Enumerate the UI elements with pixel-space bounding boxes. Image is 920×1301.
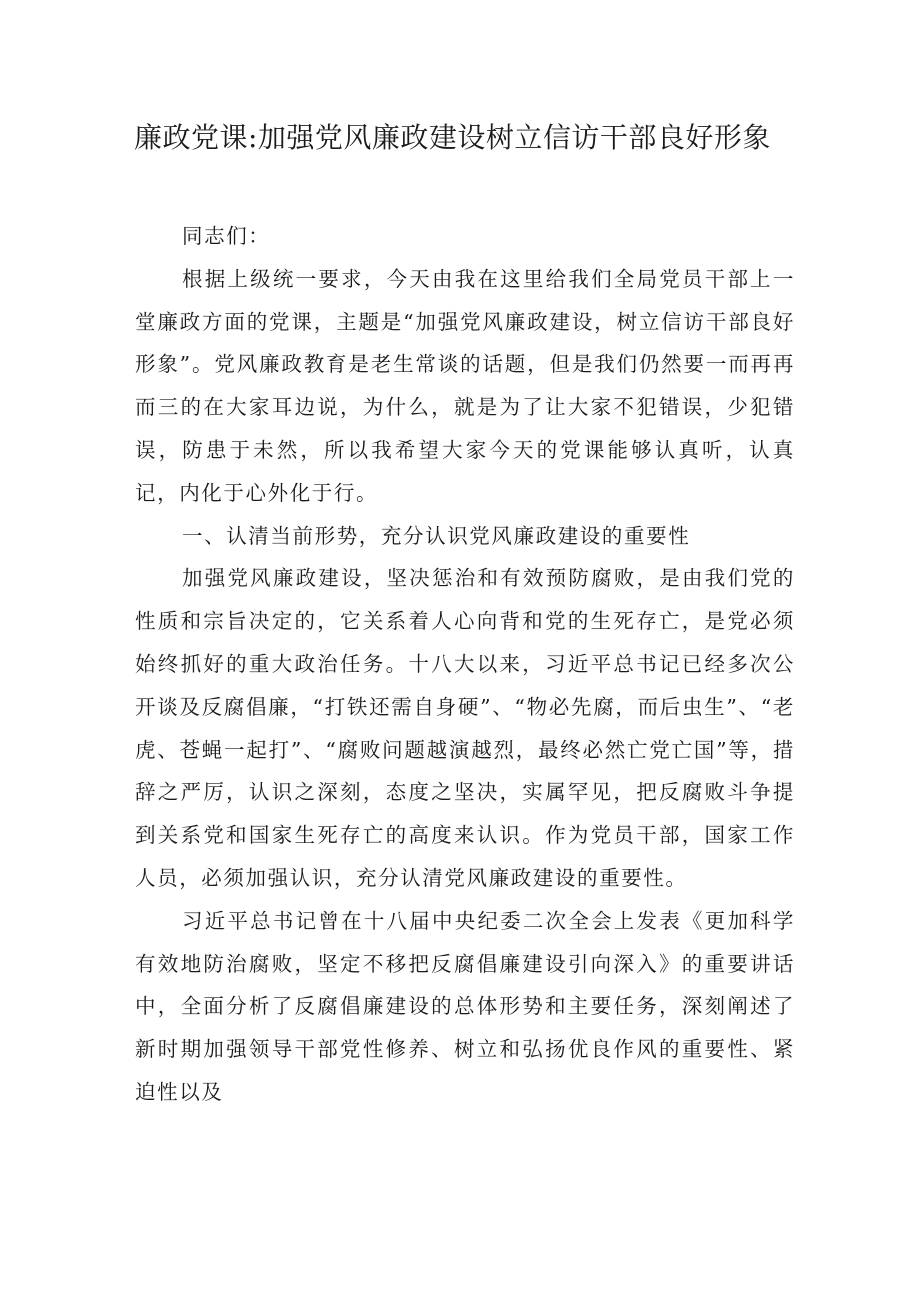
section-heading: 一、认清当前形势，充分认识党风廉政建设的重要性 xyxy=(182,523,691,548)
paragraph-section-1: 加强党风廉政建设，坚决惩治和有效预防腐败，是由我们党的性质和宗旨决定的，它关系着人心向背和党的生死存亡，是党必须始终抓好的重大政治任务。十八大以来，习近平总书记已经多次公开谈及反腐倡廉，“打铁还需自身硬”、“物必先腐，而后虫生”、“老虎、苍蝇一起打”、“腐败问题越演越烈，最终必然亡党亡国”等，措辞之严厉，认识之深刻，态度之坚决，实属罕见，把反腐败斗争提到关系党和国家生死存亡的高度来认识。作为党员干部，国家工作人员，必须加强认识，充分认清党风廉政建设的重要性。 xyxy=(135,566,795,890)
document-body xyxy=(135,215,795,1114)
document-title: 廉政党课:加强党风廉政建设树立信访干部良好形象 xyxy=(134,121,771,154)
paragraph-intro: 根据上级统一要求，今天由我在这里给我们全局党员干部上一堂廉政方面的党课，主题是“加强党风廉政建设，树立信访干部良好形象”。党风廉政教育是老生常谈的话题，但是我们仍然要一而再再而三的在大家耳边说，为什么，就是为了让大家不犯错误，少犯错误，防患于未然，所以我希望大家今天的党课能够认真听，认真记，内化于心外化于行。 xyxy=(135,266,795,505)
paragraph-section-2: 习近平总书记曾在十八届中央纪委二次全会上发表《更加科学有效地防治腐败，坚定不移把反腐倡廉建设引向深入》的重要讲话中，全面分析了反腐倡廉建设的总体形势和主要任务，深刻阐述了新时期加强领导干部党性修养、树立和弘扬优良作风的重要性、紧迫性以及 xyxy=(135,908,795,1104)
salutation: 同志们： xyxy=(182,224,271,248)
